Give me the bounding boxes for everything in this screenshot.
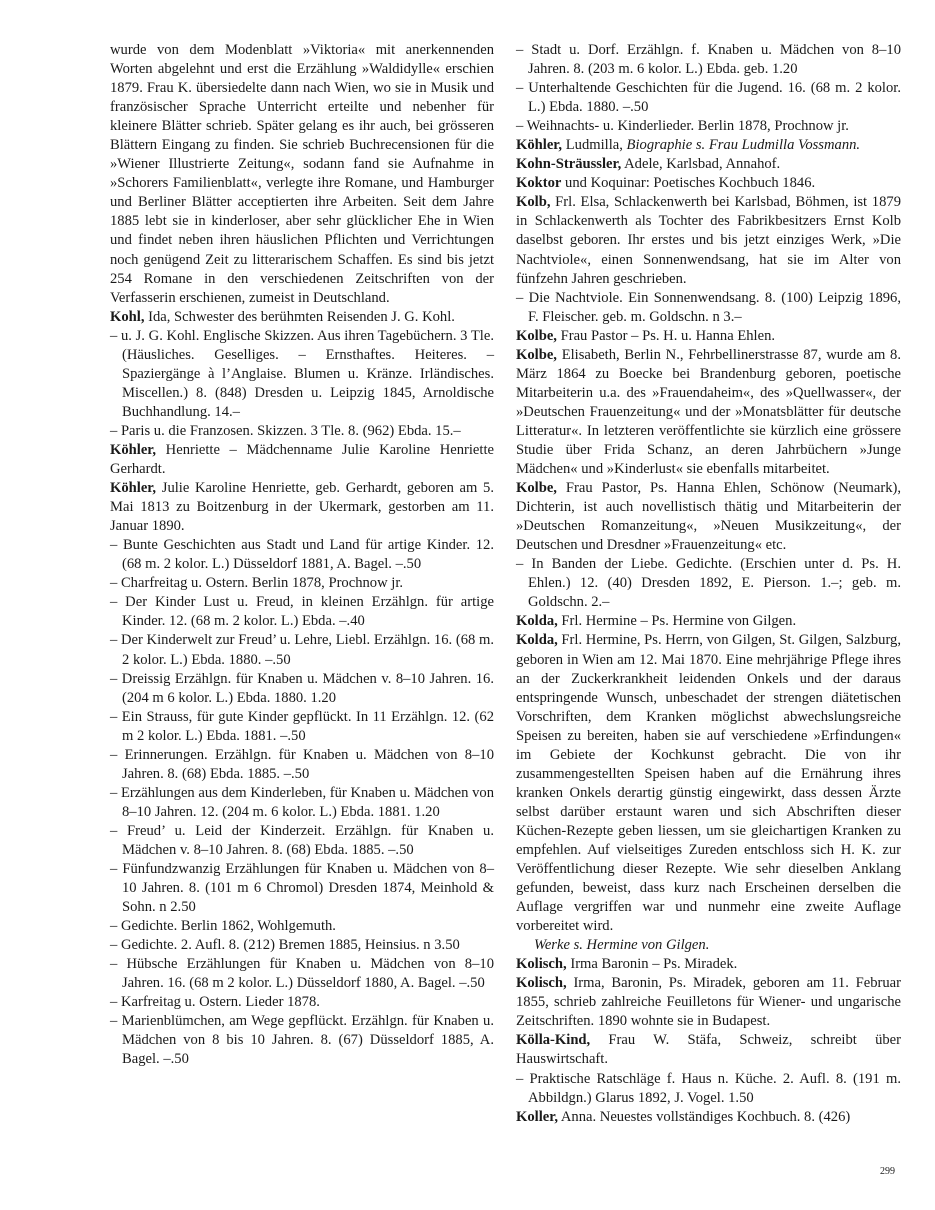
- work-listing: – Weihnachts- u. Kinderlieder. Berlin 1878, Prochnow jr.: [516, 118, 849, 135]
- work-listing: – Paris u. die Franzosen. Skizzen. 3 Tle. 8. (962) Ebda. 15.–: [110, 422, 461, 439]
- entry-headword: Kolbe,: [516, 480, 557, 497]
- work-listing: – Stadt u. Dorf. Erzählgn. f. Knaben u. Mädchen von 8–10 Jahren. 8. (203 m. 6 kolor. L.) Ebda. geb. 1.20: [516, 42, 901, 78]
- work-listing: – Charfreitag u. Ostern. Berlin 1878, Prochnow jr.: [110, 575, 404, 592]
- entry-headword: Köhler,: [110, 441, 157, 458]
- work-listing: – Die Nachtviole. Ein Sonnenwendsang. 8. (100) Leipzig 1896, F. Fleischer. geb. m. Goldschn. n 3.–: [516, 289, 901, 325]
- lexicon-entry: [516, 136, 901, 155]
- entry-headword: Koller,: [516, 1108, 559, 1125]
- lexicon-entry: [516, 174, 901, 193]
- entry-headword: Kolisch,: [516, 956, 567, 973]
- entry-text: Adele, Karlsbad, Annahof.: [621, 156, 781, 173]
- work-listing: – Unterhaltende Geschichten für die Jugend. 16. (68 m. 2 kolor. L.) Ebda. 1880. –.50: [516, 80, 901, 116]
- entry-text: Frau Pastor, Ps. Hanna Ehlen, Schönow (Neumark), Dichterin, ist auch novellistisch thätig und Mitarbeiterin der »Deutschen Romanzeitung«, »Neuen Musikzeitung«, der Deutschen und Dresdner »Frauenzeitung« etc.: [516, 480, 901, 554]
- entry-text: Henriette – Mädchenname Julie Karoline Henriette Gerhardt.: [110, 441, 494, 478]
- cross-reference: Werke s. Hermine von Gilgen.: [534, 937, 710, 954]
- entry-headword: Köhler,: [110, 480, 157, 497]
- lexicon-entry: [516, 346, 901, 479]
- entry-headword: Kolda,: [516, 613, 558, 630]
- work-listing: – Der Kinderwelt zur Freud’ u. Lehre, Liebl. Erzählgn. 16. (68 m. 2 kolor. L.) Ebda. 1880. –.50: [110, 632, 494, 668]
- entry-headword: Kolbe,: [516, 346, 557, 363]
- lexicon-entry: [516, 193, 901, 288]
- lexicon-entry: [516, 155, 901, 174]
- lexicon-entry: [516, 955, 901, 974]
- work-listing: – Ein Strauss, für gute Kinder gepflückt. In 11 Erzählgn. 12. (62 m 2 kolor. L.) Ebda. 1881. –.50: [110, 708, 494, 744]
- entry-text: Irma Baronin – Ps. Miradek.: [566, 956, 738, 973]
- work-listing: – Dreissig Erzählgn. für Knaben u. Mädchen v. 8–10 Jahren. 16. (204 m 6 kolor. L.) Ebda. 1880. 1.20: [110, 670, 494, 706]
- work-listing: – Bunte Geschichten aus Stadt und Land für artige Kinder. 12. (68 m. 2 kolor. L.) Düsseldorf 1881, A. Bagel. –.50: [110, 537, 494, 573]
- entry-headword: Kolb,: [516, 194, 551, 211]
- entry-text: Irma, Baronin, Ps. Miradek, geboren am 11. Februar 1855, schrieb zahlreiche Feuilletons für Wiener- und ungarische Zeitschriften. 1890 wohnte sie in Budapest.: [516, 975, 901, 1030]
- work-listing: – Der Kinder Lust u. Freud, in kleinen Erzählgn. für artige Kinder. 12. (68 m. 2 kolor. L.) Ebda. –.40: [110, 594, 494, 630]
- entry-headword: Koktor: [516, 175, 562, 192]
- lexicon-entry: [516, 479, 901, 555]
- entry-text: Frl. Elsa, Schlackenwerth bei Karlsbad, Böhmen, ist 1879 in Schlackenwerth als Tochter des Fabrikbesitzers Ernst Kolb daselbst geboren. Ihr erstes und bis jetzt einziges Werk, »Die Nachtviole«, einen Sonnenwendsang, hat sie im Alter von fünfzehn Jahren geschrieben.: [516, 194, 901, 287]
- lexicon-entry: [110, 308, 494, 327]
- work-listing: – Erinnerungen. Erzählgn. für Knaben u. Mädchen von 8–10 Jahren. 8. (68) Ebda. 1885. –.50: [110, 746, 494, 782]
- entry-text: Anna. Neuestes vollständiges Kochbuch. 8. (426): [558, 1108, 851, 1125]
- entry-headword: Kolda,: [516, 632, 558, 649]
- entry-text: Frau Pastor – Ps. H. u. Hanna Ehlen.: [556, 327, 776, 344]
- work-listing: – Marienblümchen, am Wege gepflückt. Erzählgn. für Knaben u. Mädchen von 8 bis 10 Jahren. 8. (67) Düsseldorf 1885, A. Bagel. –.50: [110, 1013, 494, 1068]
- lexicon-entry: [516, 1108, 901, 1127]
- right-column: [516, 41, 901, 1127]
- work-listing: – Praktische Ratschläge f. Haus n. Küche. 2. Aufl. 8. (191 m. Abbildgn.) Glarus 1892, J. Vogel. 1.50: [516, 1070, 901, 1106]
- work-listing: – Freud’ u. Leid der Kinderzeit. Erzählgn. für Knaben u. Mädchen v. 8–10 Jahren. 8. (68) Ebda. 1885. –.50: [110, 822, 494, 858]
- entry-headword: Kohl,: [110, 308, 145, 325]
- lexicon-entry: [516, 327, 901, 346]
- entry-headword: Kohn-Sträussler,: [516, 156, 622, 173]
- entry-text: Frau W. Stäfa, Schweiz, schreibt über Hauswirtschaft.: [516, 1032, 901, 1068]
- page-number: 299: [880, 1166, 895, 1177]
- entry-text: und Koquinar: Poetisches Kochbuch 1846.: [561, 175, 816, 192]
- lexicon-entry: [110, 479, 494, 536]
- entry-headword: Kolisch,: [516, 975, 567, 992]
- work-listing: – Erzählungen aus dem Kinderleben, für Knaben u. Mädchen von 8–10 Jahren. 12. (204 m. 6 kolor. L.) Ebda. 1881. 1.20: [110, 784, 494, 820]
- work-listing: – u. J. G. Kohl. Englische Skizzen. Aus ihren Tagebüchern. 3 Tle. (Häusliches. Geselliges. – Ernsthaftes. Heiteres. – Spaziergänge à l’Anglaise. Blumen u. Kränze. Irländisches. Miscellen.) 8. (848) Dresden u. Leipzig 1845, Arnoldische Buchhandlung. 14.–: [110, 327, 494, 420]
- entry-text: Ludmilla,: [562, 137, 627, 154]
- entry-italic-text: Biographie s. Frau Ludmilla Vossmann.: [626, 137, 861, 154]
- entry-text: Ida, Schwester des berühmten Reisenden J. G. Kohl.: [144, 308, 455, 325]
- entry-headword: Köhler,: [516, 137, 563, 154]
- entry-headword: Kölla-Kind,: [516, 1032, 591, 1049]
- lexicon-entry: [516, 1031, 901, 1069]
- work-listing: – Gedichte. 2. Aufl. 8. (212) Bremen 1885, Heinsius. n 3.50: [110, 937, 460, 954]
- lexicon-entry: [516, 612, 901, 631]
- lexicon-entry: [110, 441, 494, 479]
- work-listing: – Karfreitag u. Ostern. Lieder 1878.: [110, 994, 320, 1011]
- entry-text: Frl. Hermine, Ps. Herrn, von Gilgen, St. Gilgen, Salzburg, geboren in Wien am 12. Mai 1870. Eine mehrjährige Pflege ihres an der Zuckerkrankheit leidenden Onkels und der daraus entspringende Wunsch, unbeschadet der strengen diätetischen Vorschriften, dem Kranken möglichst abwechslungsreiche Speisen zu bereiten, haben sie auf verschiedene »Erfindungen« im Gebiete der Kochkunst gebracht. Die von ihr zusammengestellten Speisen haben auf die Ernährung ihres kranken Onkels derartig günstig eingewirkt, dass dessen Ärzte selbst darüber erstaunt waren und sich Abschriften dieser Küchen-Rezepte geben liessen, um sie gleichartigen Kranken zu empfehlen. Auf vielseitiges Zureden entschloss sich H. K. zur Veröffentlichung dieser Rezepte. Wie sehr dieselben Anklang gefunden, beweist, dass kurz nach Erscheinen derselben die Auflage vergriffen war und nunmehr eine zweite Auflage vorbereitet wird.: [516, 632, 901, 935]
- continued-paragraph: wurde von dem Modenblatt »Viktoria« mit anerkennenden Worten abgelehnt und erst die Erzählung »Waldidylle« erschien 1879. Frau K. übersiedelte dann nach Wien, wo sie in Musik und französischer Sprache Unterricht erteilte und nebenher für kleinere Blätter schrieb. Später gelang es ihr auch, bei grösseren Blättern Eingang zu finden. Sie schrieb Buchrecensionen für die »Wiener Illustrierte Zeitung«, sodann fand sie Aufnahme in »Schorers Familienblatt«, verlegte ihre Romane, und Hamburger und Berliner Blätter acceptierten ihre Arbeiten. Seit dem Jahre 1885 lebt sie in kinderloser, aber sehr glücklicher Ehe in Wien und findet neben ihren häuslichen Pflichten und Verrichtungen noch genügend Zeit zu litterarischem Schaffen. Es sind bis jetzt 254 Romane in den verschiedenen Zeitschriften von der Verfasserin erschienen, zumeist in Deutschland.: [110, 42, 494, 306]
- work-listing: – In Banden der Liebe. Gedichte. (Erschien unter d. Ps. H. Ehlen.) 12. (40) Dresden 1892, E. Pierson. 1.–; geb. m. Goldschn. 2.–: [516, 556, 901, 611]
- entry-text: Julie Karoline Henriette, geb. Gerhardt, geboren am 5. Mai 1813 zu Boitzenburg in der Ukermark, gestorben am 11. Januar 1890.: [110, 480, 494, 535]
- entry-text: Elisabeth, Berlin N., Fehrbellinerstrasse 87, wurde am 8. März 1864 zu Boecke bei Brandenburg geboren, poetische Mitarbeiterin u.a. des »Frauendaheim«, des »Quellwasser«, der »Deutschen Frauenzeitung« und der »Monatsblätter für deutsche Litteratur«. In letzteren veröffentlichte sie kürzlich eine grössere Studie über Frida Schanz, an deren Jahrbüchern »Junge Mädchen« und »Kinderlust« sie ebenfalls mitarbeitet.: [516, 346, 901, 478]
- left-column: [110, 41, 494, 1070]
- lexicon-entry: [516, 974, 901, 1031]
- lexicon-entry: [516, 631, 901, 936]
- work-listing: – Hübsche Erzählungen für Knaben u. Mädchen von 8–10 Jahren. 16. (68 m 2 kolor. L.) Düsseldorf 1880, A. Bagel. –.50: [110, 956, 494, 992]
- entry-text: Frl. Hermine – Ps. Hermine von Gilgen.: [557, 613, 797, 630]
- entry-headword: Kolbe,: [516, 327, 557, 344]
- work-listing: – Fünfundzwanzig Erzählungen für Knaben u. Mädchen von 8–10 Jahren. 8. (101 m 6 Chromol) Dresden 1874, Meinhold & Sohn. n 2.50: [110, 861, 494, 916]
- work-listing: – Gedichte. Berlin 1862, Wohlgemuth.: [110, 918, 336, 935]
